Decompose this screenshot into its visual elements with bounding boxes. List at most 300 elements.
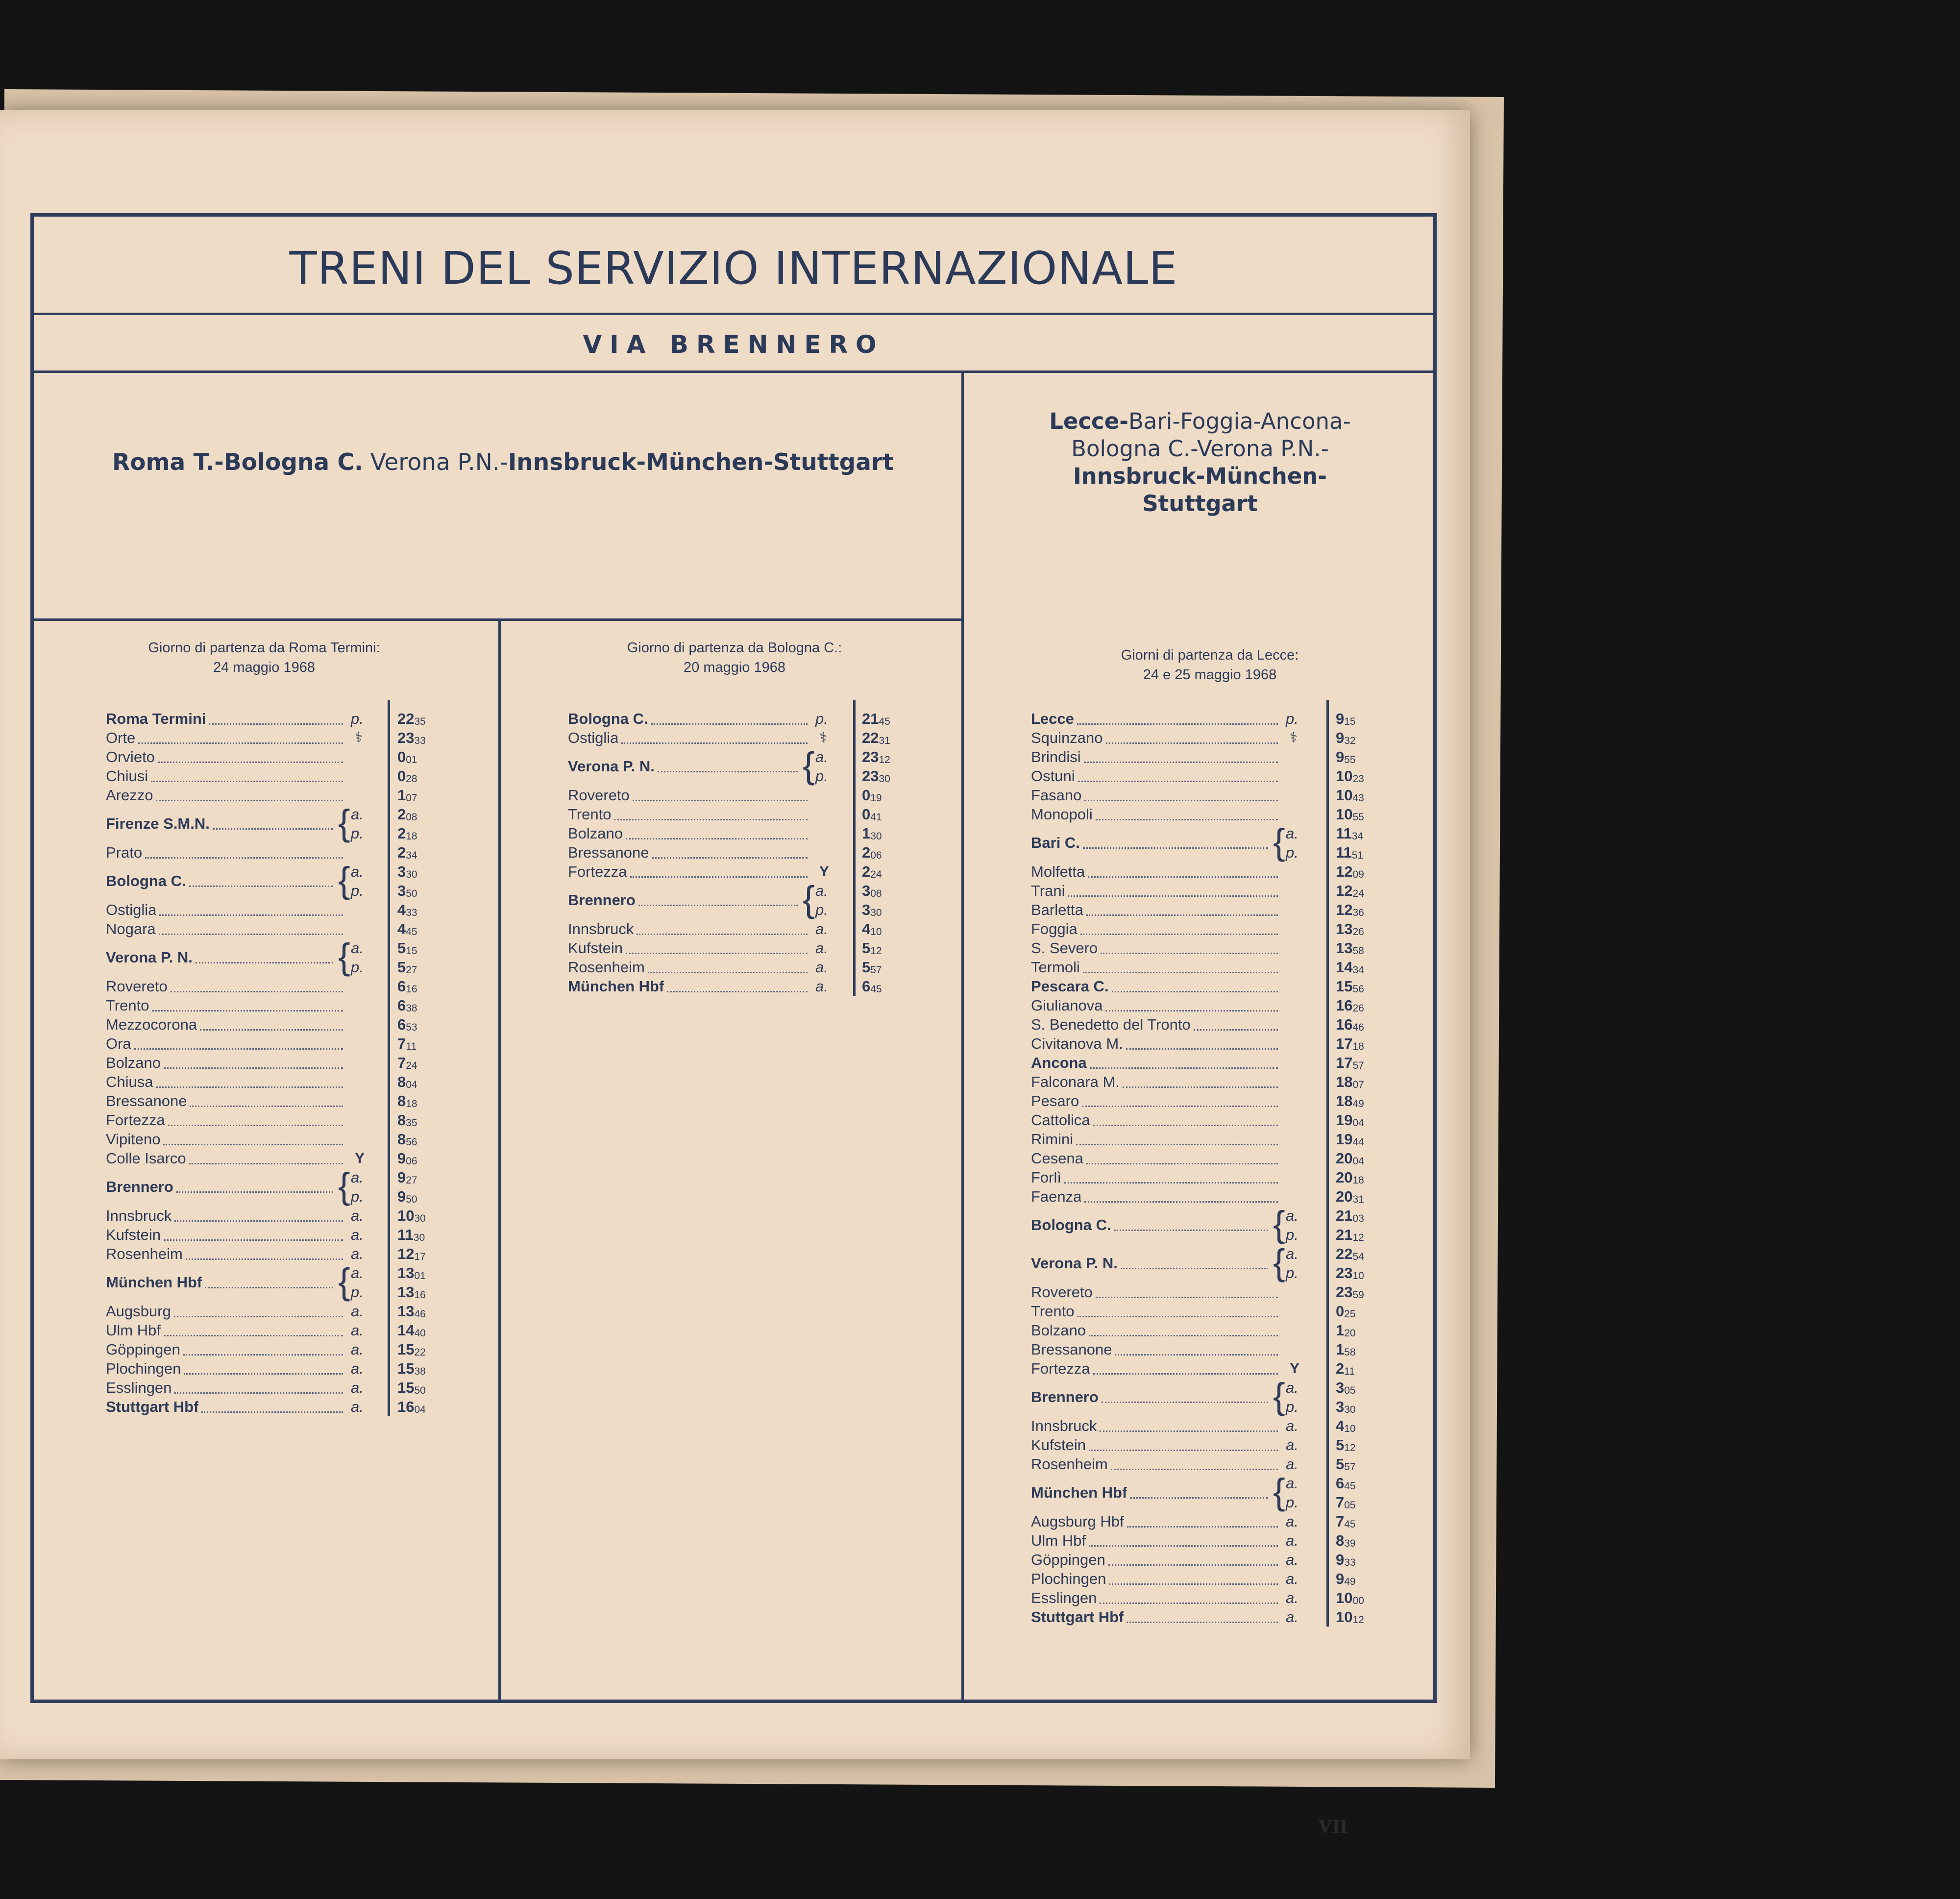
leader-dots [213, 814, 333, 830]
station-name: Fortezza [106, 1111, 165, 1129]
leader-dots [158, 747, 343, 763]
timetable-row [106, 996, 478, 1015]
leader-dots [1083, 958, 1278, 973]
arrival-mark: a. [351, 806, 364, 823]
brace-mark: { [1273, 1242, 1285, 1282]
time-value: $0^{19}$ [862, 787, 882, 804]
arrival-time: $5^{15}$ [397, 939, 417, 957]
station-name: Verona P. N. [1031, 1255, 1118, 1272]
leader-dots [1114, 1215, 1268, 1231]
timetable-row [1031, 1053, 1403, 1072]
timetable-row [568, 881, 940, 919]
timetable-row [568, 786, 940, 805]
station-name: Termoli [1031, 959, 1080, 976]
station-name: Rosenheim [1031, 1455, 1108, 1473]
station-name: Rovereto [106, 978, 168, 995]
arrival-time: $6^{45}$ [1336, 1475, 1356, 1492]
brace-mark: { [338, 1261, 350, 1302]
station-name: Ostuni [1031, 767, 1075, 785]
timetable-roma [106, 709, 478, 1416]
departure-time: $2^{18}$ [397, 825, 417, 842]
time-value: $6^{38}$ [397, 997, 417, 1014]
timetable-row [568, 747, 940, 786]
timetable-row [1031, 1302, 1403, 1321]
timetable-row [106, 1244, 478, 1263]
timetable-row [106, 1149, 478, 1168]
station-name: Roma Termini [106, 710, 206, 727]
leader-dots [1101, 938, 1278, 954]
time-value: $8^{35}$ [397, 1111, 417, 1129]
timetable-row [1031, 1569, 1403, 1588]
timetable-row [106, 1378, 478, 1397]
timetable-row [1031, 1321, 1403, 1340]
station-name: Orvieto [106, 748, 155, 765]
timetable-row [106, 747, 478, 766]
timetable-row [1031, 1471, 1403, 1512]
arrival-mark: a. [351, 939, 364, 957]
timetable-row [106, 709, 478, 728]
station-name: Orte [106, 729, 136, 746]
station-name: Bolzano [106, 1054, 161, 1071]
leader-dots [1127, 1607, 1278, 1623]
leader-dots [633, 786, 808, 801]
line-end-icon: Y [819, 863, 830, 880]
route-title-roma: Roma T.-Bologna C. Verona P.N.-Innsbruck-München-Stuttgart [112, 449, 894, 476]
timetable-row [106, 1110, 478, 1130]
station-name: Pescara C. [1031, 978, 1109, 995]
leader-dots [1123, 1072, 1278, 1088]
timetable-row [106, 862, 478, 900]
time-value: $14^{34}$ [1336, 959, 1364, 976]
station-name: Fasano [1031, 787, 1082, 804]
time-value: $21^{45}$ [862, 710, 890, 727]
timetable-row [1031, 786, 1403, 805]
station-name: Cattolica [1031, 1111, 1090, 1129]
leader-dots [1088, 862, 1278, 878]
timetable-row [1031, 862, 1403, 881]
timetable-row [1031, 1455, 1403, 1474]
time-value: $9^{55}$ [1336, 748, 1356, 765]
time-value: $10^{30}$ [397, 1207, 426, 1224]
station-name: Falconara M. [1031, 1073, 1120, 1090]
leader-dots [658, 757, 798, 772]
arrival-time: $3^{05}$ [1336, 1379, 1356, 1396]
leader-dots [1127, 1512, 1278, 1528]
station-name: Ostiglia [106, 901, 157, 918]
leader-dots [1084, 1187, 1278, 1203]
line-end-icon: Y [355, 1150, 365, 1166]
time-value: $22^{31}$ [862, 729, 890, 746]
time-value: $12^{09}$ [1336, 863, 1364, 880]
station-name: Kufstein [1031, 1436, 1086, 1454]
station-name: Cesena [1031, 1150, 1083, 1167]
leader-dots [1077, 1302, 1278, 1317]
timetable-row [568, 938, 940, 958]
timetable-row [106, 786, 478, 805]
page-frame [30, 213, 1437, 1703]
station-name: München Hbf [568, 978, 664, 995]
time-value: $10^{43}$ [1336, 787, 1364, 804]
station-name: Ulm Hbf [106, 1322, 161, 1339]
leader-dots [196, 948, 333, 963]
leader-dots [174, 1302, 343, 1317]
time-value: $19^{04}$ [1336, 1111, 1364, 1129]
station-name: Bressanone [1031, 1341, 1112, 1358]
timetable-lecce [1031, 709, 1403, 1627]
station-name: Ulm Hbf [1031, 1532, 1086, 1549]
arrival-mark: a. [351, 1264, 364, 1282]
leader-dots [1083, 833, 1268, 849]
station-name: München Hbf [106, 1274, 202, 1291]
station-name: Arezzo [106, 787, 153, 804]
leader-dots [190, 1091, 343, 1107]
title-rule [34, 313, 1433, 315]
leader-dots [1078, 766, 1278, 782]
timetable-row [106, 919, 478, 938]
arrival-mark: a. [815, 920, 828, 937]
departure-mark: p. [815, 901, 828, 918]
timetable-row [106, 1130, 478, 1149]
leader-dots [189, 871, 333, 887]
route-title-lecce: Lecce-Bari-Foggia-Ancona- Bologna C.-Verona P.N.- Innsbruck-München- Stuttgart [1049, 408, 1351, 517]
station-name: Brennero [106, 1178, 173, 1195]
time-value: $7^{24}$ [397, 1054, 417, 1071]
arrival-time: $23^{12}$ [862, 748, 890, 765]
timetable-row [106, 1263, 478, 1302]
leader-dots [652, 843, 808, 859]
timetable-row [568, 805, 940, 824]
timetable-row [106, 766, 478, 786]
leader-dots [626, 824, 808, 839]
station-name: Brennero [568, 891, 636, 909]
arrival-time: $22^{54}$ [1336, 1245, 1364, 1262]
timetable-row [1031, 1244, 1403, 1282]
timetable-row [568, 709, 940, 728]
time-value: $8^{18}$ [397, 1092, 417, 1110]
departure-time: $3^{50}$ [397, 882, 417, 899]
time-column-rule [853, 700, 856, 996]
leader-dots [156, 1072, 343, 1088]
timetable-row [1031, 1435, 1403, 1455]
time-value: $19^{44}$ [1336, 1131, 1364, 1148]
station-name: Innsbruck [1031, 1417, 1097, 1434]
time-value: $1^{20}$ [1336, 1322, 1356, 1339]
brace-mark: { [1273, 1471, 1285, 1512]
station-name: Stuttgart Hbf [1031, 1608, 1124, 1626]
arrival-time: $11^{34}$ [1336, 825, 1364, 842]
departure-mark: p. [351, 959, 364, 976]
time-value: $16^{26}$ [1336, 997, 1364, 1014]
leader-dots [1076, 1130, 1278, 1145]
timetable-row [1031, 747, 1403, 766]
station-name: S. Severo [1031, 939, 1098, 957]
time-value: $20^{04}$ [1336, 1150, 1364, 1167]
timetable-row [1031, 1531, 1403, 1550]
time-value: $10^{00}$ [1336, 1589, 1364, 1606]
leader-dots [1064, 1168, 1278, 1184]
time-column-rule [1326, 700, 1329, 1627]
timetable-row [1031, 1282, 1403, 1302]
station-name: Chiusa [106, 1073, 153, 1090]
leader-dots [145, 843, 343, 859]
time-value: $5^{57}$ [1336, 1455, 1356, 1473]
arrival-mark: a. [1286, 1455, 1298, 1473]
station-name: Bari C. [1031, 834, 1080, 851]
timetable-row [106, 1072, 478, 1091]
time-value: $23^{33}$ [397, 729, 426, 746]
arrival-mark: a. [1286, 1551, 1298, 1568]
timetable-row [106, 1340, 478, 1359]
time-value: $22^{35}$ [397, 710, 426, 727]
timetable-row [1031, 805, 1403, 824]
arrival-time: $2^{08}$ [397, 806, 417, 823]
station-name: Innsbruck [568, 920, 634, 937]
leader-dots [1068, 881, 1278, 897]
leader-dots [138, 728, 343, 744]
timetable-row [568, 977, 940, 996]
station-name: Rovereto [1031, 1283, 1093, 1301]
leader-dots [1121, 1254, 1268, 1269]
station-name: Augsburg [106, 1303, 171, 1320]
timetable-row [1031, 821, 1403, 862]
station-name: Göppingen [106, 1341, 180, 1358]
time-value: $15^{56}$ [1336, 978, 1364, 995]
arrival-mark: a. [1286, 1207, 1298, 1224]
arrival-time: $13^{01}$ [397, 1264, 426, 1282]
arrival-mark: a. [1286, 1245, 1298, 1262]
time-value: $2^{34}$ [397, 844, 417, 861]
leader-dots [134, 1034, 343, 1050]
leader-dots [1089, 1435, 1278, 1451]
arrival-mark: a. [351, 1322, 364, 1339]
time-value: $10^{12}$ [1336, 1608, 1364, 1626]
station-name: Trento [568, 806, 612, 823]
leader-dots [1105, 996, 1278, 1011]
station-name: Chiusi [106, 767, 148, 785]
time-value: $10^{55}$ [1336, 806, 1364, 823]
timetable-row [106, 802, 478, 843]
timetable-row [568, 728, 940, 747]
leader-dots [1106, 728, 1278, 744]
station-name: Kufstein [106, 1226, 161, 1243]
timetable-row [1031, 1168, 1403, 1187]
time-value: $8^{39}$ [1336, 1532, 1356, 1549]
arrival-time: $3^{08}$ [862, 882, 882, 899]
leader-dots [648, 958, 808, 973]
station-name: Mezzocorona [106, 1016, 197, 1033]
leader-dots [189, 1149, 343, 1164]
departure-mark: p. [1286, 1398, 1298, 1415]
timetable-row [106, 1225, 478, 1244]
leader-dots [209, 709, 343, 725]
leader-dots [1100, 1588, 1278, 1604]
brace-mark: { [803, 879, 815, 919]
timetable-row [1031, 1072, 1403, 1091]
arrival-time: $21^{03}$ [1336, 1207, 1364, 1224]
station-name: Trani [1031, 882, 1065, 899]
leader-dots [1126, 1034, 1278, 1050]
section-rule [34, 370, 1433, 373]
brace-mark: { [1273, 1204, 1285, 1244]
departure-time: $9^{50}$ [397, 1188, 417, 1205]
brace-mark: { [338, 936, 350, 977]
departure-time: $23^{10}$ [1336, 1264, 1364, 1282]
timetable-page [0, 110, 1470, 1837]
station-name: Augsburg Hbf [1031, 1513, 1124, 1530]
time-value: $9^{15}$ [1336, 710, 1356, 727]
leader-dots [1096, 805, 1278, 820]
timetable-row [1031, 881, 1403, 900]
station-name: Molfetta [1031, 863, 1085, 880]
leader-dots [164, 1225, 343, 1241]
station-name: Rosenheim [568, 959, 645, 976]
leader-dots [171, 977, 343, 992]
arrival-mark: a. [815, 882, 828, 899]
leader-dots [159, 900, 343, 916]
departure-mark: p. [815, 767, 828, 785]
arrival-mark: a. [351, 1398, 364, 1415]
station-name: Innsbruck [106, 1207, 172, 1224]
page-title: TRENI DEL SERVIZIO INTERNAZIONALE [289, 242, 1178, 295]
time-value: $0^{41}$ [862, 806, 882, 823]
timetable-row [106, 1359, 478, 1378]
station-name: Faenza [1031, 1188, 1082, 1205]
departure-time: $5^{27}$ [397, 959, 417, 976]
time-value: $6^{53}$ [397, 1016, 417, 1033]
leader-dots [1082, 1091, 1278, 1107]
departure-info-bologna: Giorno di partenza da Bologna C.: 20 maggio 1968 [627, 640, 842, 675]
departure-time: $3^{30}$ [1336, 1398, 1356, 1415]
station-name: Giulianova [1031, 997, 1103, 1014]
timetable-row [106, 843, 478, 862]
leader-dots [1084, 747, 1278, 763]
timetable-row [106, 977, 478, 996]
time-value: $12^{36}$ [1336, 901, 1364, 918]
timetable-row [1031, 977, 1403, 996]
leader-dots [164, 1053, 343, 1069]
departure-mark: p. [1286, 1264, 1298, 1282]
station-name: Civitanova M. [1031, 1035, 1123, 1052]
station-name: Forlì [1031, 1169, 1061, 1186]
timetable-row [106, 1053, 478, 1072]
time-value: $13^{26}$ [1336, 920, 1364, 937]
time-value: $17^{18}$ [1336, 1035, 1364, 1052]
timetable-row [1031, 766, 1403, 786]
leader-dots [151, 766, 343, 782]
arrival-mark: a. [815, 978, 828, 995]
station-name: Colle Isarco [106, 1150, 186, 1167]
arrival-mark: a. [351, 1303, 364, 1320]
departure-mark: p. [351, 825, 364, 842]
timetable-row [568, 958, 940, 977]
timetable-row [568, 862, 940, 881]
station-name: München Hbf [1031, 1484, 1127, 1501]
leader-dots [1194, 1015, 1278, 1031]
timetable-row [106, 1091, 478, 1110]
timetable-row [568, 824, 940, 843]
station-name: Bressanone [568, 844, 649, 861]
station-name: Bologna C. [1031, 1216, 1111, 1233]
leader-dots [1090, 1053, 1278, 1069]
departure-info-lecce: Giorni di partenza da Lecce: 24 e 25 maggio 1968 [1121, 647, 1299, 683]
leader-dots [626, 938, 808, 954]
timetable-row [1031, 1512, 1403, 1531]
station-name: Verona P. N. [568, 758, 655, 775]
time-value: $4^{10}$ [862, 920, 882, 937]
time-value: $23^{59}$ [1336, 1283, 1364, 1301]
arrival-mark: a. [815, 959, 828, 976]
leader-dots [174, 1378, 343, 1394]
arrival-mark: a. [1286, 1608, 1298, 1626]
departure-time: $23^{30}$ [862, 767, 890, 785]
station-name: Ostiglia [568, 729, 619, 746]
arrival-mark: a. [1286, 1570, 1298, 1587]
station-name: Kufstein [568, 939, 623, 957]
departure-mark: p. [351, 882, 364, 899]
leader-dots [184, 1359, 343, 1375]
station-name: Brindisi [1031, 748, 1081, 765]
arrival-mark: a. [351, 1169, 364, 1186]
leader-dots [1115, 1340, 1278, 1356]
brace-mark: { [803, 745, 815, 786]
departure-mark: p. [1286, 710, 1298, 727]
time-value: $7^{11}$ [397, 1035, 417, 1052]
time-value: $2^{24}$ [862, 863, 882, 880]
time-value: $15^{38}$ [397, 1360, 426, 1377]
station-name: Foggia [1031, 920, 1078, 937]
leader-dots [1102, 1387, 1268, 1403]
departure-time: $3^{30}$ [862, 901, 882, 918]
leader-dots [183, 1340, 343, 1356]
station-name: Rosenheim [106, 1245, 183, 1262]
timetable-row [106, 1015, 478, 1034]
leader-dots [1086, 900, 1278, 916]
arrival-mark: a. [1286, 1436, 1298, 1454]
leader-dots [638, 890, 798, 906]
station-name: Trento [106, 997, 149, 1014]
leader-dots [156, 786, 343, 801]
arrival-mark: a. [351, 863, 364, 880]
timetable-row [568, 919, 940, 938]
arrival-mark: a. [1286, 1532, 1298, 1549]
arrival-time: $3^{30}$ [397, 863, 417, 880]
timetable-row [106, 1034, 478, 1053]
timetable-row [106, 1321, 478, 1340]
leader-dots [1089, 1321, 1278, 1336]
departure-time: $13^{16}$ [397, 1283, 426, 1301]
station-name: Pesaro [1031, 1092, 1079, 1110]
departure-mark: p. [351, 1188, 364, 1205]
arrival-mark: a. [1286, 1513, 1298, 1530]
station-name: S. Benedetto del Tronto [1031, 1016, 1191, 1033]
leader-dots [201, 1397, 343, 1413]
time-value: $12^{24}$ [1336, 882, 1364, 899]
station-name: Monopoli [1031, 806, 1093, 823]
leader-dots [163, 1130, 343, 1145]
leader-dots [200, 1015, 343, 1031]
station-name: Plochingen [106, 1360, 181, 1377]
time-value: $15^{22}$ [397, 1341, 426, 1358]
timetable-row [106, 728, 478, 747]
departure-mark: p. [815, 710, 828, 727]
leader-dots [1108, 1550, 1278, 1566]
line-end-icon: Y [1290, 1360, 1300, 1377]
timetable-row [1031, 1588, 1403, 1607]
station-name: Rovereto [568, 787, 630, 804]
departure-mark: p. [351, 1283, 364, 1301]
timetable-row [1031, 958, 1403, 977]
timetable-row [1031, 1416, 1403, 1435]
